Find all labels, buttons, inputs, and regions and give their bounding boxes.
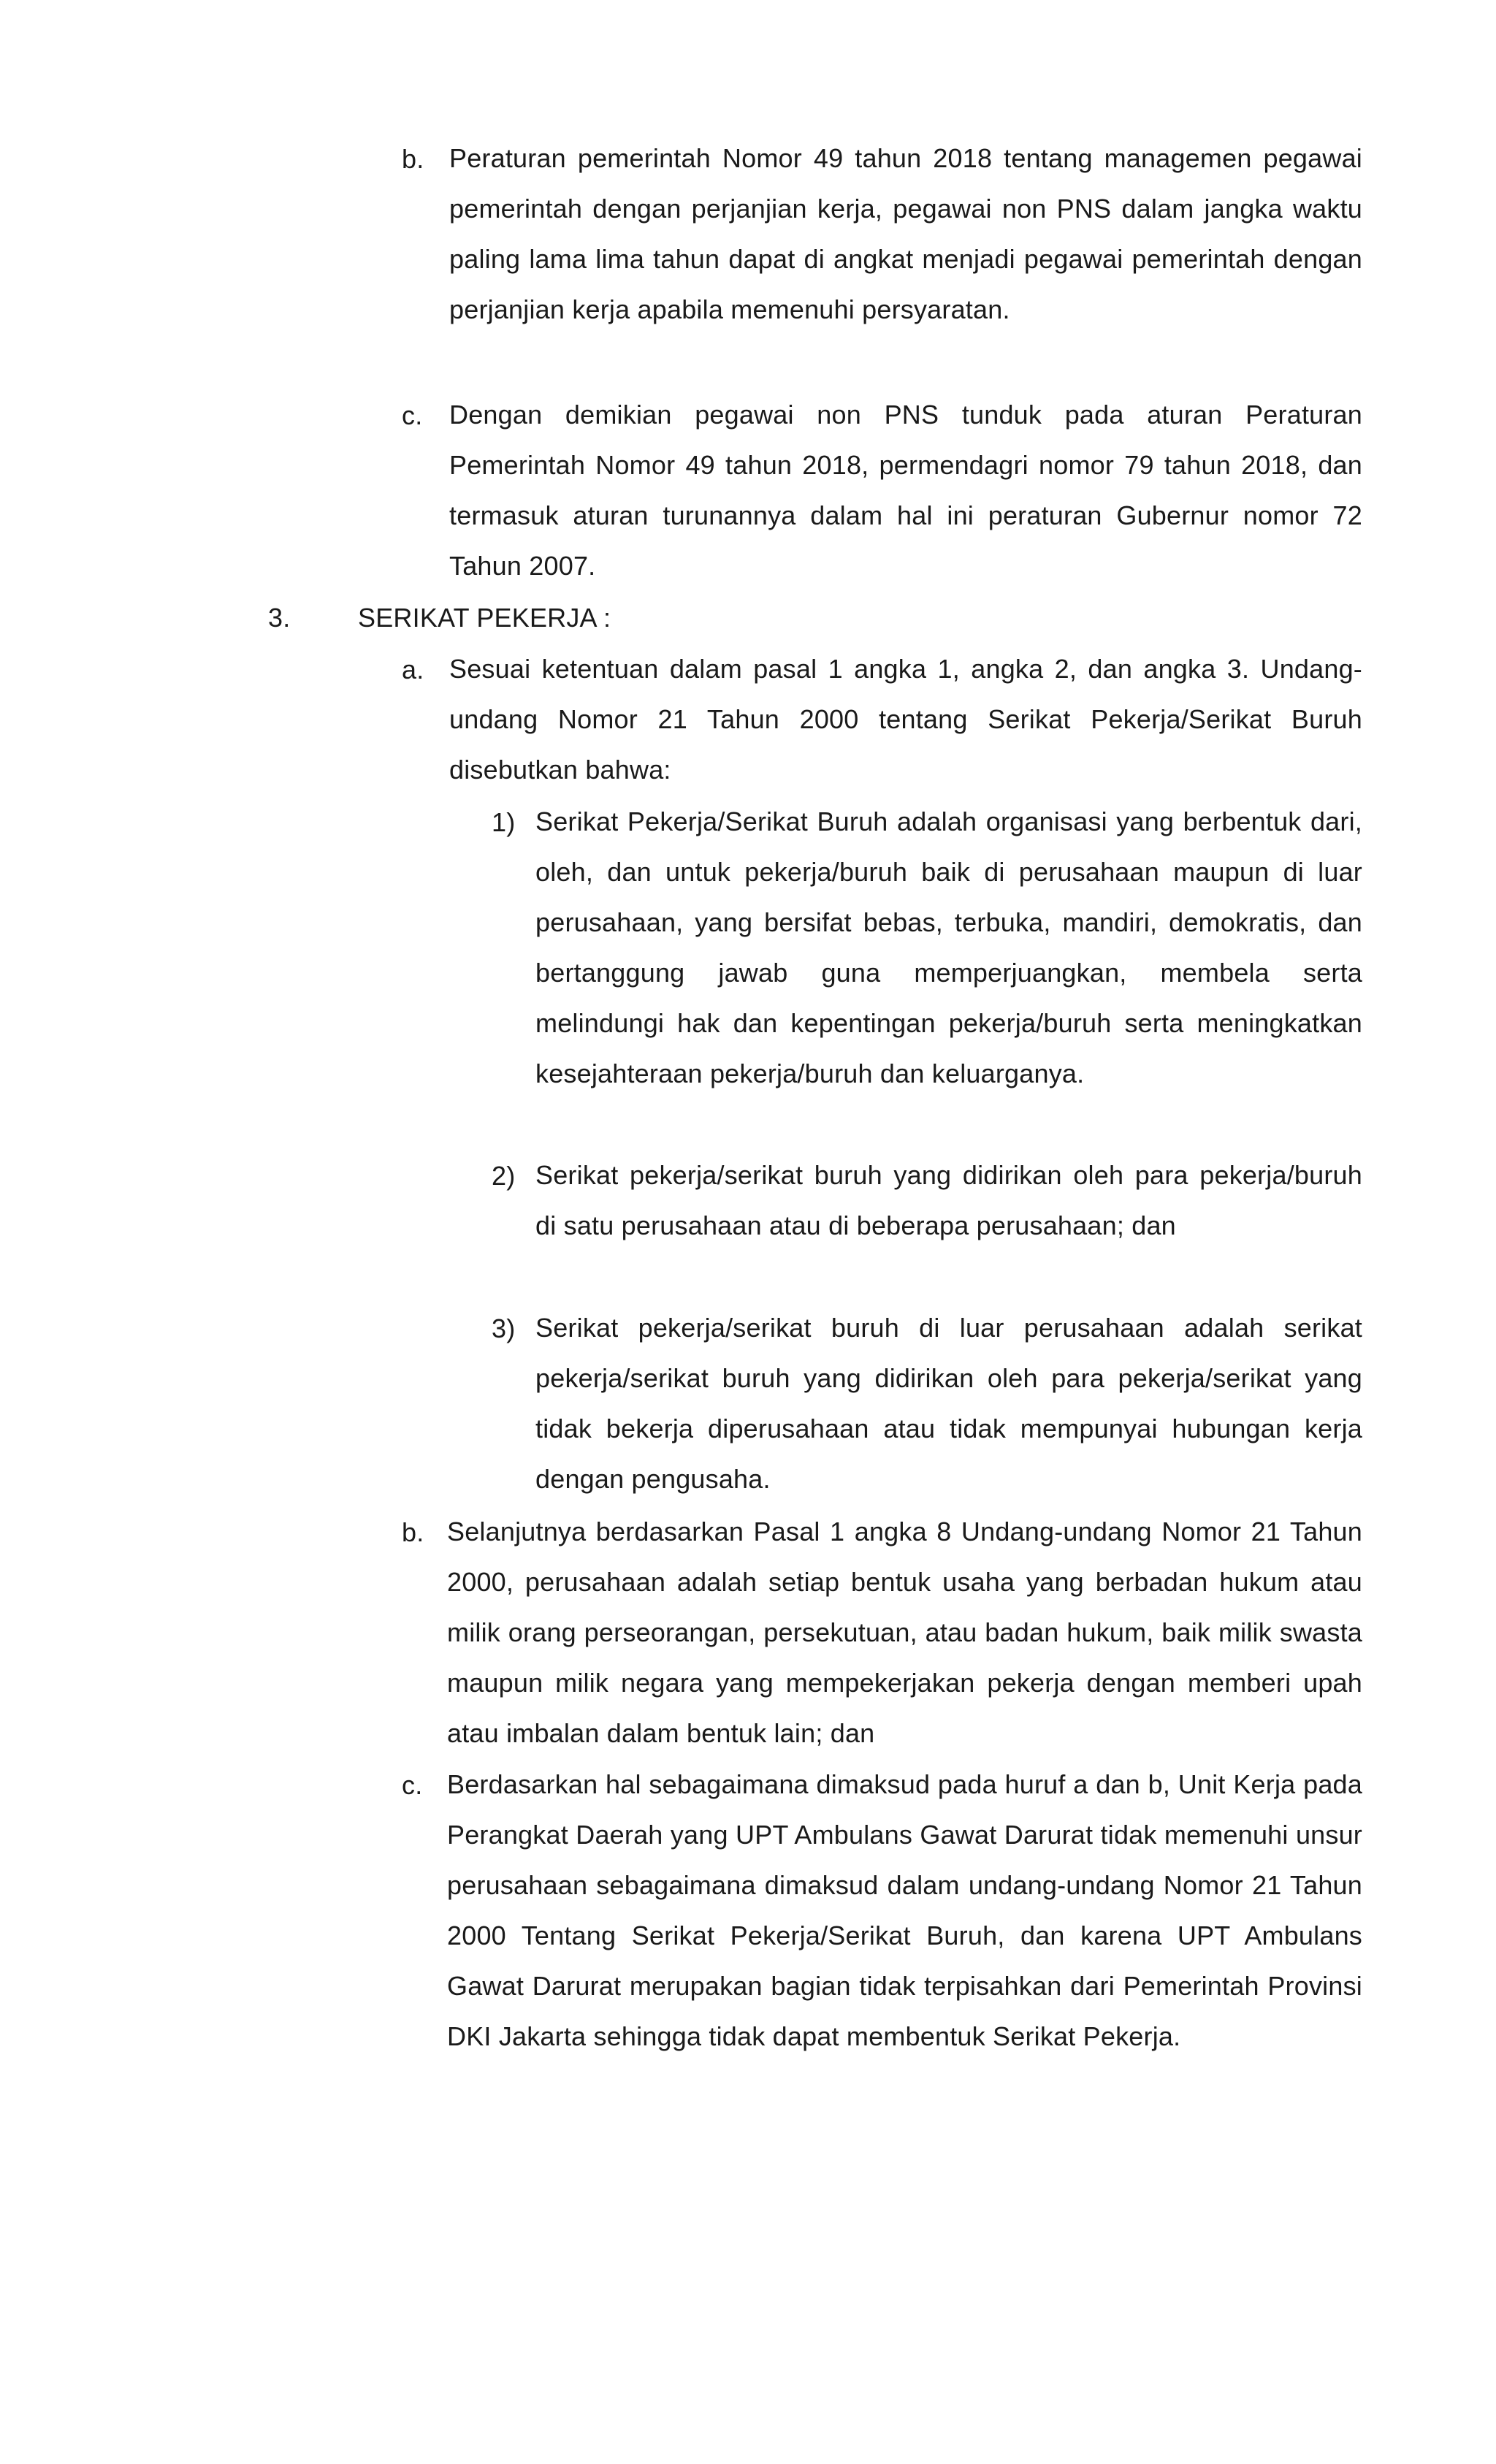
list-item-text: Serikat pekerja/serikat buruh di luar perusahaan adalah serikat pekerja/serikat buruh yang didirikan oleh para pekerja/serikat yang tidak bekerja diperusahaan atau tidak mempunyai hubungan kerja dengan pengusaha.: [535, 1313, 1362, 1494]
paragraph-text: Sesuai ketentuan dalam pasal 1 angka 1, angka 2, dan angka 3. Undang-undang Nomor 21 Tahun 2000 tentang Serikat Pekerja/Serikat Buruh disebutkan bahwa:: [449, 654, 1362, 785]
list-item-text: Serikat pekerja/serikat buruh yang didirikan oleh para pekerja/buruh di satu perusahaan atau di beberapa perusahaan; dan: [535, 1160, 1362, 1240]
list-item-text: Serikat Pekerja/Serikat Buruh adalah organisasi yang berbentuk dari, oleh, dan untuk pekerja/buruh baik di perusahaan maupun di luar perusahaan, yang bersifat bebas, terbuka, mandiri, demokratis, dan bertanggung jawab guna memperjuangkan, membela serta melindungi hak dan kepentingan pekerja/buruh serta meningkatkan kesejahteraan pekerja/buruh dan keluarganya.: [535, 806, 1362, 1088]
paragraph-text: Dengan demikian pegawai non PNS tunduk pada aturan Peraturan Pemerintah Nomor 49 tahun 2018, permendagri nomor 79 tahun 2018, dan termasuk aturan turunannya dalam hal ini peraturan Gubernur nomor 72 Tahun 2007.: [449, 400, 1362, 581]
paragraph-text: Peraturan pemerintah Nomor 49 tahun 2018 tentang managemen pegawai pemerintah dengan perjanjian kerja, pegawai non PNS dalam jangka waktu paling lama lima tahun dapat di angkat menjadi pegawai pemerintah dengan perjanjian kerja apabila memenuhi persyaratan.: [449, 143, 1362, 324]
item-marker: a.: [402, 655, 424, 684]
section-number: 3.: [268, 603, 291, 633]
section-title: SERIKAT PEKERJA :: [358, 603, 611, 633]
paragraph-text: Selanjutnya berdasarkan Pasal 1 angka 8 Undang-undang Nomor 21 Tahun 2000, perusahaan adalah setiap bentuk usaha yang berbadan hukum atau milik orang perseorangan, persekutuan, atau badan hukum, baik milik swasta maupun milik negara yang mempekerjakan pekerja dengan memberi upah atau imbalan dalam bentuk lain; dan: [447, 1517, 1362, 1748]
item-marker: c.: [402, 400, 423, 430]
item-marker: c.: [402, 1770, 423, 1800]
paragraph-text: Berdasarkan hal sebagaimana dimaksud pada huruf a dan b, Unit Kerja pada Perangkat Daerah yang UPT Ambulans Gawat Darurat tidak memenuhi unsur perusahaan sebagaimana dimaksud dalam undang-undang Nomor 21 Tahun 2000 Tentang Serikat Pekerja/Serikat Buruh, dan karena UPT Ambulans Gawat Darurat merupakan bagian tidak terpisahkan dari Pemerintah Provinsi DKI Jakarta sehingga tidak dapat membentuk Serikat Pekerja.: [447, 1769, 1362, 2051]
item-marker: 2): [492, 1161, 516, 1191]
item-marker: b.: [402, 144, 424, 174]
item-marker: b.: [402, 1517, 424, 1547]
item-marker: 1): [492, 807, 516, 837]
item-marker: 3): [492, 1313, 516, 1343]
